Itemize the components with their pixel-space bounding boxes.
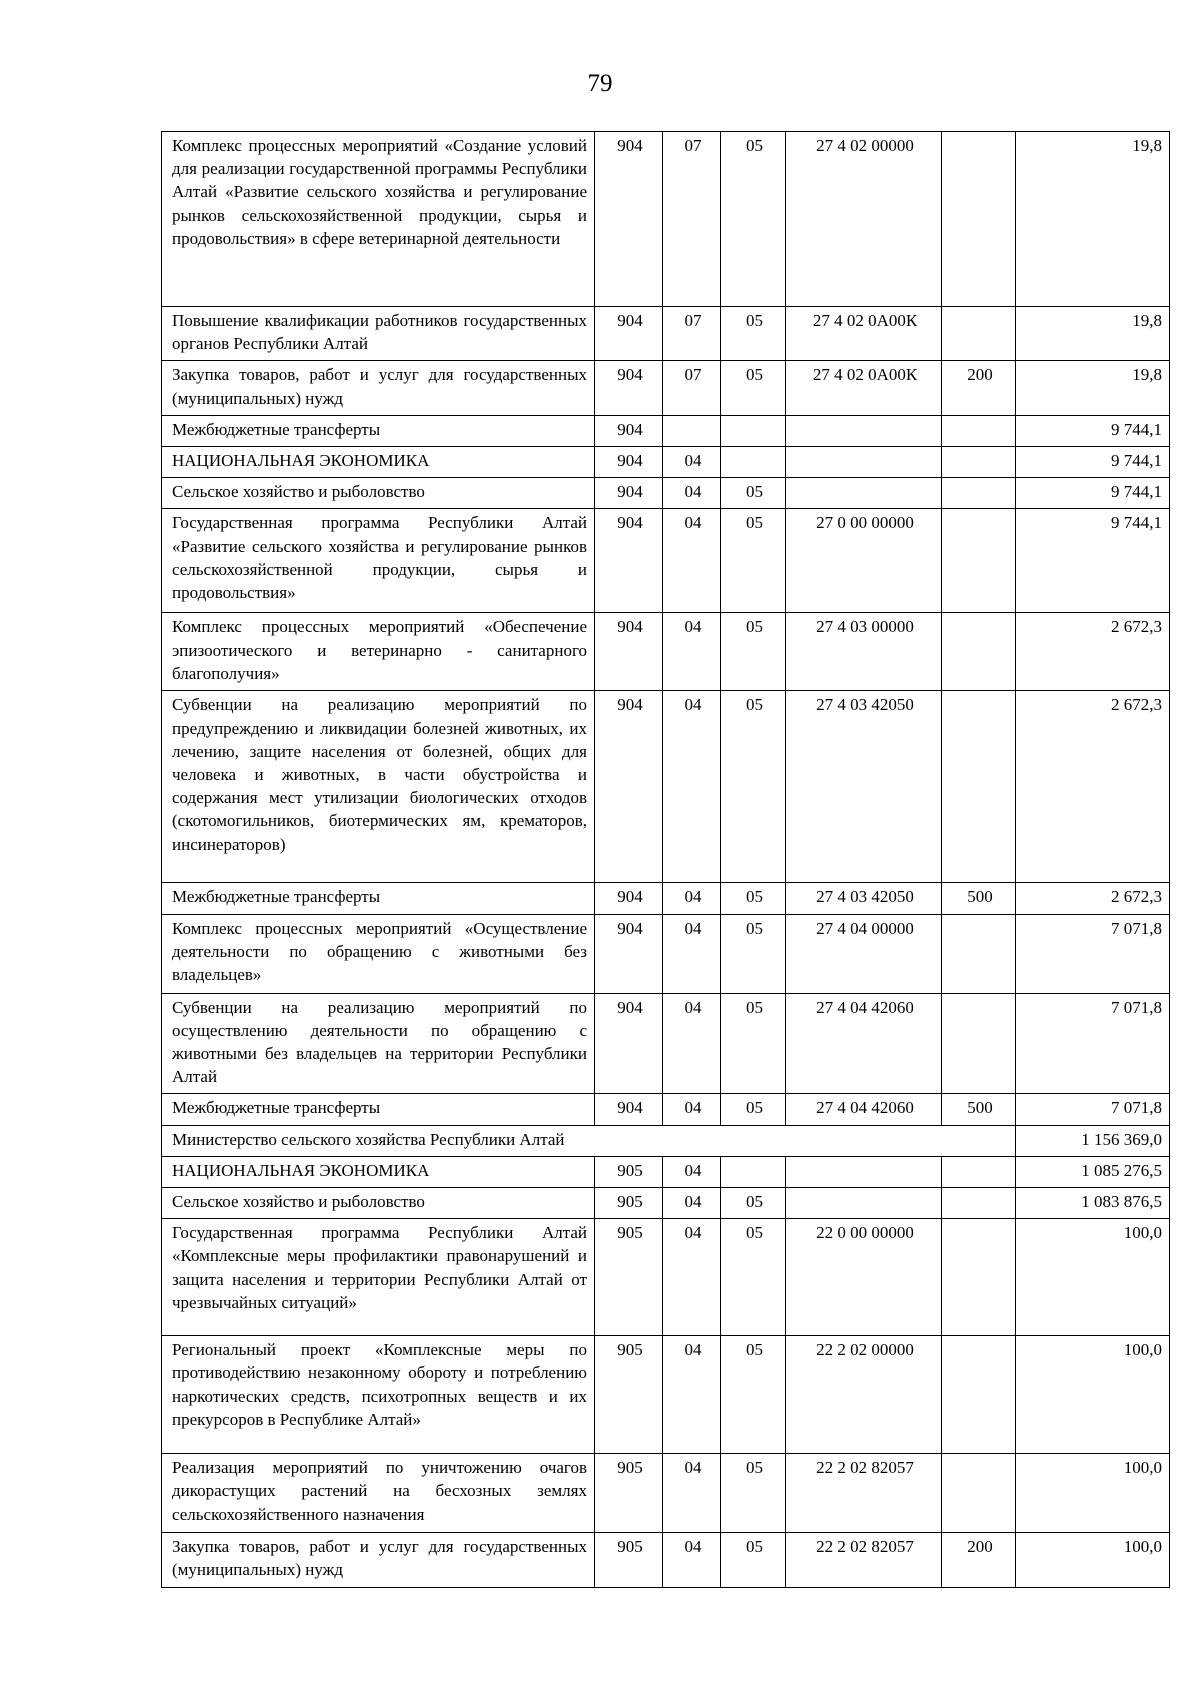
- row-subsection-cell: 05: [721, 1454, 786, 1533]
- row-expense-type-cell: [942, 914, 1016, 993]
- row-subsection-cell: [721, 1156, 786, 1187]
- row-target-article-cell: 27 4 02 0А00К: [786, 361, 942, 415]
- row-subsection-cell: 05: [721, 1336, 786, 1454]
- row-expense-type-cell: [942, 613, 1016, 691]
- row-expense-type-cell: [942, 1219, 1016, 1336]
- row-section-cell: 04: [663, 1156, 721, 1187]
- row-section-cell: 07: [663, 307, 721, 361]
- row-grbs-cell: 905: [595, 1188, 663, 1219]
- table-row: [162, 1156, 1170, 1187]
- row-target-article-cell: 27 4 03 42050: [786, 883, 942, 914]
- row-subsection-cell: 05: [721, 691, 786, 883]
- row-sum-cell: 19,8: [1016, 132, 1170, 307]
- row-grbs-cell: 904: [595, 509, 663, 613]
- row-sum-cell: 2 672,3: [1016, 613, 1170, 691]
- table-row: [162, 447, 1170, 478]
- row-subsection-cell: [721, 415, 786, 446]
- row-target-article-cell: [786, 447, 942, 478]
- row-sum-cell: 100,0: [1016, 1336, 1170, 1454]
- row-name-cell: Повышение квалификации работников государственных органов Республики Алтай: [162, 307, 595, 361]
- row-grbs-cell: 904: [595, 132, 663, 307]
- row-grbs-cell: 905: [595, 1533, 663, 1587]
- row-grbs-cell: 904: [595, 993, 663, 1094]
- row-name-cell: Закупка товаров, работ и услуг для государственных (муниципальных) нужд: [162, 1533, 595, 1587]
- row-subsection-cell: 05: [721, 307, 786, 361]
- table-row: [162, 415, 1170, 446]
- row-grbs-cell: 904: [595, 613, 663, 691]
- row-name-cell: Сельское хозяйство и рыболовство: [162, 1188, 595, 1219]
- row-section-cell: 04: [663, 613, 721, 691]
- row-grbs-cell: 904: [595, 307, 663, 361]
- row-subsection-cell: 05: [721, 1094, 786, 1125]
- row-name-cell: Субвенции на реализацию мероприятий по осуществлению деятельности по обращению с животными без владельцев на территории Республики Алтай: [162, 993, 595, 1094]
- row-expense-type-cell: [942, 307, 1016, 361]
- row-name-cell: Государственная программа Республики Алтай «Развитие сельского хозяйства и регулирование рынков сельскохозяйственной продукции, сырья и продовольствия»: [162, 509, 595, 613]
- row-section-cell: [663, 415, 721, 446]
- row-target-article-cell: [786, 478, 942, 509]
- row-section-cell: 04: [663, 1188, 721, 1219]
- row-name-cell: Межбюджетные трансферты: [162, 883, 595, 914]
- row-expense-type-cell: [942, 478, 1016, 509]
- table-row: [162, 691, 1170, 883]
- row-expense-type-cell: [942, 1454, 1016, 1533]
- table-row: [162, 1336, 1170, 1454]
- row-subsection-cell: 05: [721, 993, 786, 1094]
- row-name-cell: Комплекс процессных мероприятий «Осуществление деятельности по обращению с животными без владельцев»: [162, 914, 595, 993]
- row-sum-cell: 1 085 276,5: [1016, 1156, 1170, 1187]
- row-sum-cell: 19,8: [1016, 307, 1170, 361]
- table-row: [162, 1219, 1170, 1336]
- row-sum-cell: 9 744,1: [1016, 415, 1170, 446]
- row-subsection-cell: 05: [721, 613, 786, 691]
- row-subsection-cell: 05: [721, 883, 786, 914]
- row-expense-type-cell: 500: [942, 1094, 1016, 1125]
- row-target-article-cell: 27 4 04 42060: [786, 1094, 942, 1125]
- row-grbs-cell: 904: [595, 361, 663, 415]
- row-sum-cell: 7 071,8: [1016, 1094, 1170, 1125]
- row-section-cell: 07: [663, 361, 721, 415]
- row-section-cell: 04: [663, 1094, 721, 1125]
- row-expense-type-cell: [942, 1336, 1016, 1454]
- row-expense-type-cell: 200: [942, 1533, 1016, 1587]
- row-target-article-cell: 22 2 02 82057: [786, 1533, 942, 1587]
- row-expense-type-cell: [942, 415, 1016, 446]
- row-name-cell: НАЦИОНАЛЬНАЯ ЭКОНОМИКА: [162, 447, 595, 478]
- row-section-cell: 04: [663, 691, 721, 883]
- row-name-cell: Субвенции на реализацию мероприятий по предупреждению и ликвидации болезней животных, их лечению, защите населения от болезней, общих для человека и животных, в части обустройства и содержания мест утилизации биологических отходов (скотомогильников, биотермических ям, крематоров, инсинераторов): [162, 691, 595, 883]
- row-section-cell: 04: [663, 883, 721, 914]
- table-row: [162, 361, 1170, 415]
- table-row: [162, 307, 1170, 361]
- row-expense-type-cell: 200: [942, 361, 1016, 415]
- row-name-cell: Сельское хозяйство и рыболовство: [162, 478, 595, 509]
- row-sum-cell: 100,0: [1016, 1454, 1170, 1533]
- row-grbs-cell: 905: [595, 1219, 663, 1336]
- row-name-cell: Государственная программа Республики Алтай «Комплексные меры профилактики правонарушений и защита населения и территории Республики Алтай от чрезвычайных ситуаций»: [162, 1219, 595, 1336]
- row-sum-cell: 2 672,3: [1016, 691, 1170, 883]
- row-subsection-cell: 05: [721, 132, 786, 307]
- table-row: [162, 883, 1170, 914]
- row-name-cell: Реализация мероприятий по уничтожению очагов дикорастущих растений на бесхозных землях сельскохозяйственного назначения: [162, 1454, 595, 1533]
- row-target-article-cell: 27 4 02 0А00К: [786, 307, 942, 361]
- row-target-article-cell: 27 4 04 00000: [786, 914, 942, 993]
- row-target-article-cell: 22 2 02 82057: [786, 1454, 942, 1533]
- row-target-article-cell: 27 4 03 00000: [786, 613, 942, 691]
- row-name-cell: Региональный проект «Комплексные меры по противодействию незаконному обороту и потреблению наркотических средств, психотропных веществ и их прекурсоров в Республике Алтай»: [162, 1336, 595, 1454]
- row-section-cell: 04: [663, 478, 721, 509]
- table-row: [162, 1454, 1170, 1533]
- row-expense-type-cell: 500: [942, 883, 1016, 914]
- table-row: [162, 914, 1170, 993]
- row-subsection-cell: 05: [721, 914, 786, 993]
- row-expense-type-cell: [942, 132, 1016, 307]
- row-section-cell: 04: [663, 1336, 721, 1454]
- row-expense-type-cell: [942, 691, 1016, 883]
- row-target-article-cell: [786, 1156, 942, 1187]
- row-grbs-cell: 904: [595, 883, 663, 914]
- row-sum-cell: 9 744,1: [1016, 447, 1170, 478]
- table-row: [162, 993, 1170, 1094]
- row-grbs-cell: 904: [595, 447, 663, 478]
- row-section-cell: 04: [663, 914, 721, 993]
- row-subsection-cell: [721, 447, 786, 478]
- row-grbs-cell: 904: [595, 415, 663, 446]
- table-row: [162, 478, 1170, 509]
- row-target-article-cell: [786, 1188, 942, 1219]
- row-target-article-cell: 27 4 02 00000: [786, 132, 942, 307]
- row-subsection-cell: 05: [721, 478, 786, 509]
- row-sum-cell: 100,0: [1016, 1219, 1170, 1336]
- table-row: [162, 132, 1170, 307]
- row-target-article-cell: 27 4 04 42060: [786, 993, 942, 1094]
- table-body: [162, 132, 1170, 1588]
- row-grbs-cell: 905: [595, 1336, 663, 1454]
- row-target-article-cell: 22 2 02 00000: [786, 1336, 942, 1454]
- table-row: [162, 1188, 1170, 1219]
- row-sum-cell: 9 744,1: [1016, 478, 1170, 509]
- row-sum-cell: 100,0: [1016, 1533, 1170, 1587]
- row-grbs-cell: 904: [595, 478, 663, 509]
- row-sum-cell: 9 744,1: [1016, 509, 1170, 613]
- row-expense-type-cell: [942, 1156, 1016, 1187]
- row-sum-cell: 1 083 876,5: [1016, 1188, 1170, 1219]
- row-section-cell: 04: [663, 447, 721, 478]
- table-row: [162, 1533, 1170, 1587]
- row-section-cell: 07: [663, 132, 721, 307]
- row-subsection-cell: 05: [721, 1533, 786, 1587]
- row-grbs-cell: 904: [595, 914, 663, 993]
- row-grbs-cell: 905: [595, 1156, 663, 1187]
- row-expense-type-cell: [942, 447, 1016, 478]
- row-name-cell: Комплекс процессных мероприятий «Создание условий для реализации государственной программы Республики Алтай «Развитие сельского хозяйства и регулирование рынков сельскохозяйственной продукции, сырья и продовольствия» в сфере ветеринарной деятельности: [162, 132, 595, 307]
- row-expense-type-cell: [942, 509, 1016, 613]
- budget-table: [161, 131, 1170, 1588]
- row-name-cell: Межбюджетные трансферты: [162, 415, 595, 446]
- table-row: [162, 613, 1170, 691]
- row-target-article-cell: 27 0 00 00000: [786, 509, 942, 613]
- row-target-article-cell: [786, 415, 942, 446]
- row-sum-cell: 2 672,3: [1016, 883, 1170, 914]
- row-grbs-cell: 904: [595, 1094, 663, 1125]
- row-subsection-cell: 05: [721, 1188, 786, 1219]
- row-grbs-cell: 904: [595, 691, 663, 883]
- row-name-cell: Закупка товаров, работ и услуг для государственных (муниципальных) нужд: [162, 361, 595, 415]
- row-name-cell: Межбюджетные трансферты: [162, 1094, 595, 1125]
- row-sum-cell: 7 071,8: [1016, 914, 1170, 993]
- row-sum-cell: 19,8: [1016, 361, 1170, 415]
- row-section-cell: 04: [663, 509, 721, 613]
- row-expense-type-cell: [942, 1188, 1016, 1219]
- row-name-cell: НАЦИОНАЛЬНАЯ ЭКОНОМИКА: [162, 1156, 595, 1187]
- row-target-article-cell: 27 4 03 42050: [786, 691, 942, 883]
- page-number: 79: [587, 70, 613, 97]
- row-section-cell: 04: [663, 993, 721, 1094]
- row-grbs-cell: 905: [595, 1454, 663, 1533]
- table-row: [162, 1125, 1170, 1156]
- row-expense-type-cell: [942, 993, 1016, 1094]
- row-section-cell: 04: [663, 1533, 721, 1587]
- row-name-cell: Комплекс процессных мероприятий «Обеспечение эпизоотического и ветеринарно - санитарного благополучия»: [162, 613, 595, 691]
- row-section-cell: 04: [663, 1219, 721, 1336]
- table-row: [162, 1094, 1170, 1125]
- row-sum-cell: 1 156 369,0: [1016, 1125, 1170, 1156]
- row-sum-cell: 7 071,8: [1016, 993, 1170, 1094]
- row-section-cell: 04: [663, 1454, 721, 1533]
- row-subsection-cell: 05: [721, 1219, 786, 1336]
- table-row: [162, 509, 1170, 613]
- row-subsection-cell: 05: [721, 361, 786, 415]
- row-subsection-cell: 05: [721, 509, 786, 613]
- row-target-article-cell: 22 0 00 00000: [786, 1219, 942, 1336]
- row-name-cell: Министерство сельского хозяйства Республики Алтай: [162, 1125, 1016, 1156]
